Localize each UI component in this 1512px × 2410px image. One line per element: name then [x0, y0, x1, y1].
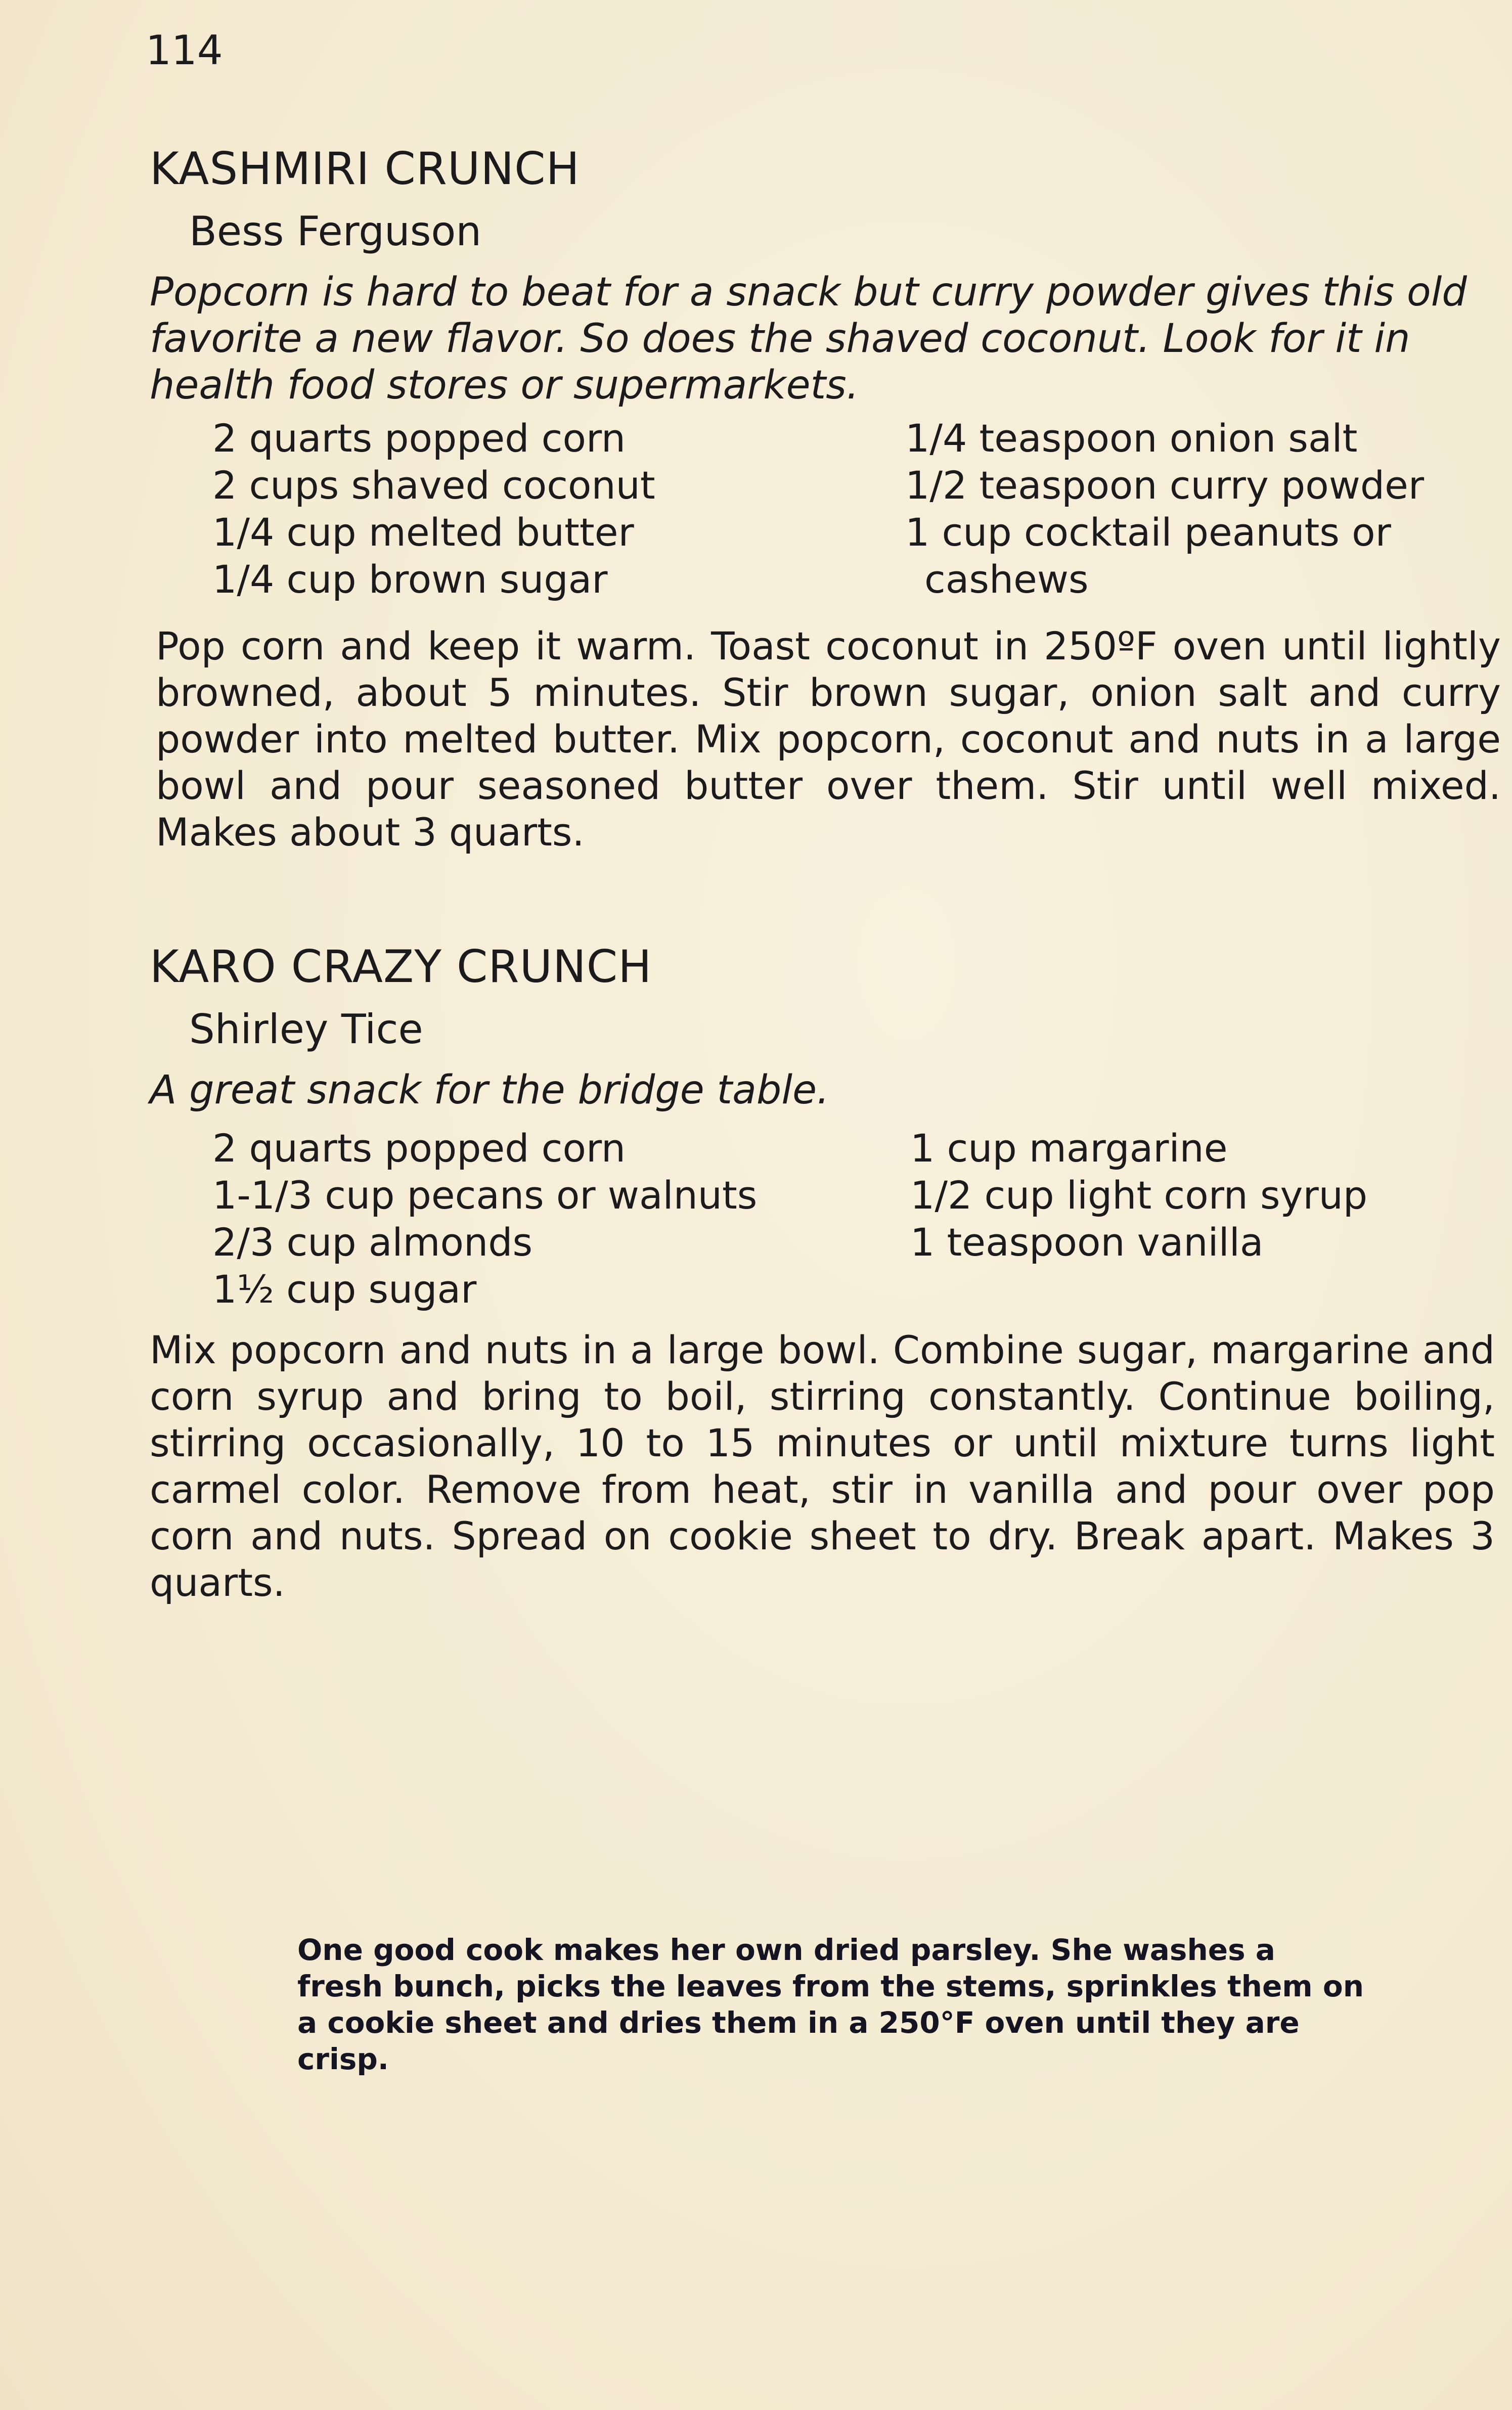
ingredient-item: 1-1/3 cup pecans or walnuts	[212, 1173, 758, 1218]
page-number: 114	[146, 27, 223, 74]
recipe-method: Mix popcorn and nuts in a large bowl. Combine sugar, margarine and corn syrup and bring to boil, stirring constantly. Continue boiling, stirring occasionally, 10 to 15 minutes or until mixture turns light carmel color. Remove from heat, stir in vanilla and pour over pop corn and nuts. Spread on cookie sheet to dry. Break apart. Makes 3 quarts.	[150, 1327, 1495, 1605]
recipe-intro: Popcorn is hard to beat for a snack but curry powder gives this old favorite a new flavor. So does the shaved coconut. Look for it in health food stores or supermarkets.	[150, 270, 1467, 408]
ingredient-item: 2 cups shaved coconut	[212, 463, 655, 508]
ingredient-column-left	[212, 415, 655, 603]
recipe-karo-crazy-crunch	[150, 941, 1505, 1606]
ingredient-item: 1/4 cup brown sugar	[212, 557, 608, 602]
ingredient-list	[150, 415, 1505, 603]
recipe-author: Shirley Tice	[189, 1006, 423, 1053]
ingredient-column-left	[212, 1125, 757, 1313]
ingredient-list	[150, 1125, 1505, 1313]
recipe-title: KARO CRAZY CRUNCH	[150, 941, 652, 993]
ingredient-item: 1/4 teaspoon onion salt	[905, 416, 1358, 461]
ingredient-item: 2 quarts popped corn	[212, 416, 626, 461]
recipe-kashmiri-crunch	[150, 143, 1505, 856]
ingredient-item: 1 teaspoon vanilla	[910, 1220, 1264, 1265]
recipe-author: Bess Ferguson	[189, 208, 482, 255]
cooking-tip: One good cook makes her own dried parsley. She washes a fresh bunch, picks the leaves from the stems, sprinkles them on a cookie sheet and dries them in a 250°F oven until they are crisp.	[297, 1933, 1364, 2076]
ingredient-item: cashews	[924, 557, 1089, 602]
ingredient-item: 1 cup cocktail peanuts or	[905, 510, 1391, 555]
recipe-title: KASHMIRI CRUNCH	[150, 143, 580, 195]
ingredient-item: 1/2 cup light corn syrup	[910, 1173, 1368, 1218]
recipe-method: Pop corn and keep it warm. Toast coconut in 250ºF oven until lightly browned, about 5 minutes. Stir brown sugar, onion salt and curry powder into melted butter. Mix popcorn, coconut and nuts in a large bowl and pour seasoned butter over them. Stir until well mixed. Makes about 3 quarts.	[156, 623, 1501, 855]
recipe-intro: A great snack for the bridge table.	[150, 1067, 829, 1113]
ingredient-item: 1/2 teaspoon curry powder	[905, 463, 1425, 508]
ingredient-column-right	[905, 415, 1424, 603]
ingredient-column-right	[910, 1125, 1367, 1266]
ingredient-item: 2/3 cup almonds	[212, 1220, 533, 1265]
ingredient-item: 1/4 cup melted butter	[212, 510, 634, 555]
ingredient-item: 2 quarts popped corn	[212, 1126, 626, 1171]
ingredient-item: 1 cup margarine	[910, 1126, 1228, 1171]
ingredient-item: 1½ cup sugar	[212, 1267, 477, 1312]
